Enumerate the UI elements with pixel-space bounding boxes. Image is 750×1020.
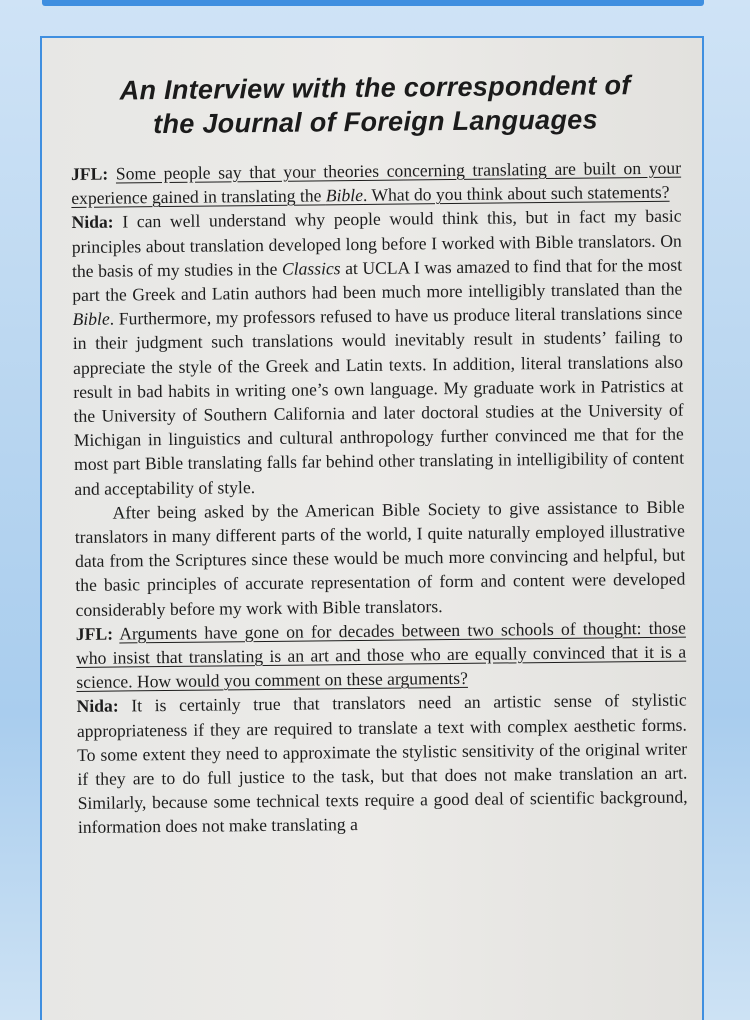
- answer-italic: Bible: [72, 308, 110, 330]
- page-content: [70, 68, 688, 840]
- page-title: [70, 68, 681, 142]
- question-italic: Bible: [325, 185, 364, 206]
- speaker-label: JFL:: [75, 623, 114, 644]
- question-2: [76, 615, 687, 694]
- answer-1: [71, 204, 684, 501]
- question-text-part: Some people say that your theories concerning translating are built on your experience gained in translating the: [71, 157, 682, 209]
- answer-text-part: . Furthermore, my professors refused to have us produce literal translations since in their judgment such translations would inevitably result in students’ failing to appreciate the style of the Greek and Latin texts. In addition, literal translations also result in bad habits in writing one’s own language. My graduate work in Patristics at the University of Southern California and later doctoral studies at the University of Michigan in linguistics and cultural anthropology further convinced me that for the most part Bible translating falls far behind other translating in intelligibility of content and acceptability of style.: [72, 302, 685, 499]
- answer-1-paragraph-2: After being asked by the American Bible Society to give assistance to Bible translators in many different parts of the world, I quite naturally employed illustrative data from the Scriptures since these would be much more convincing and helpful, but the basic principles of accurate representation of form and content were developed considerably before my work with Bible translators.: [74, 496, 686, 620]
- speaker-label: JFL:: [70, 163, 109, 184]
- answer-text-part: at UCLA I was amazed to find that for the most part the Greek and Latin authors had been much more intelligibly translated than the: [72, 254, 683, 306]
- question-1: [71, 156, 681, 211]
- answer-2: [76, 688, 687, 840]
- question-text: Arguments have gone on for decades between two schools of thought: those who insist that translating is an art and those who are equally convinced that it is a science. How would you comment on these arguments?: [76, 617, 687, 693]
- question-text: [71, 158, 681, 209]
- question-text-part: . What do you think about such statements?: [362, 181, 670, 206]
- speaker-label: Nida:: [76, 695, 119, 717]
- book-page: [40, 36, 704, 1020]
- title-line-2: the Journal of Foreign Languages: [153, 104, 598, 140]
- answer-text: It is certainly true that translators need an artistic sense of stylistic appropriateness if they are required to translate a text with complex aesthetic forms. To some extent they need to approximate the stylistic sensitivity of the original writer if they are to do full justice to the task, but that does not make translation an art. Similarly, because some technical texts require a good deal of scientific background, information does not make translating a: [76, 690, 688, 838]
- answer-text-part: I can well understand why people would think this, but in fact my basic principles about translation developed long before I worked with Bible translators. On the basis of my studies in the: [71, 206, 682, 281]
- answer-italic: Classics: [281, 257, 341, 279]
- top-frame-strip: [42, 0, 704, 6]
- speaker-label: Nida:: [71, 211, 114, 233]
- title-line-1: An Interview with the correspondent of: [119, 70, 631, 106]
